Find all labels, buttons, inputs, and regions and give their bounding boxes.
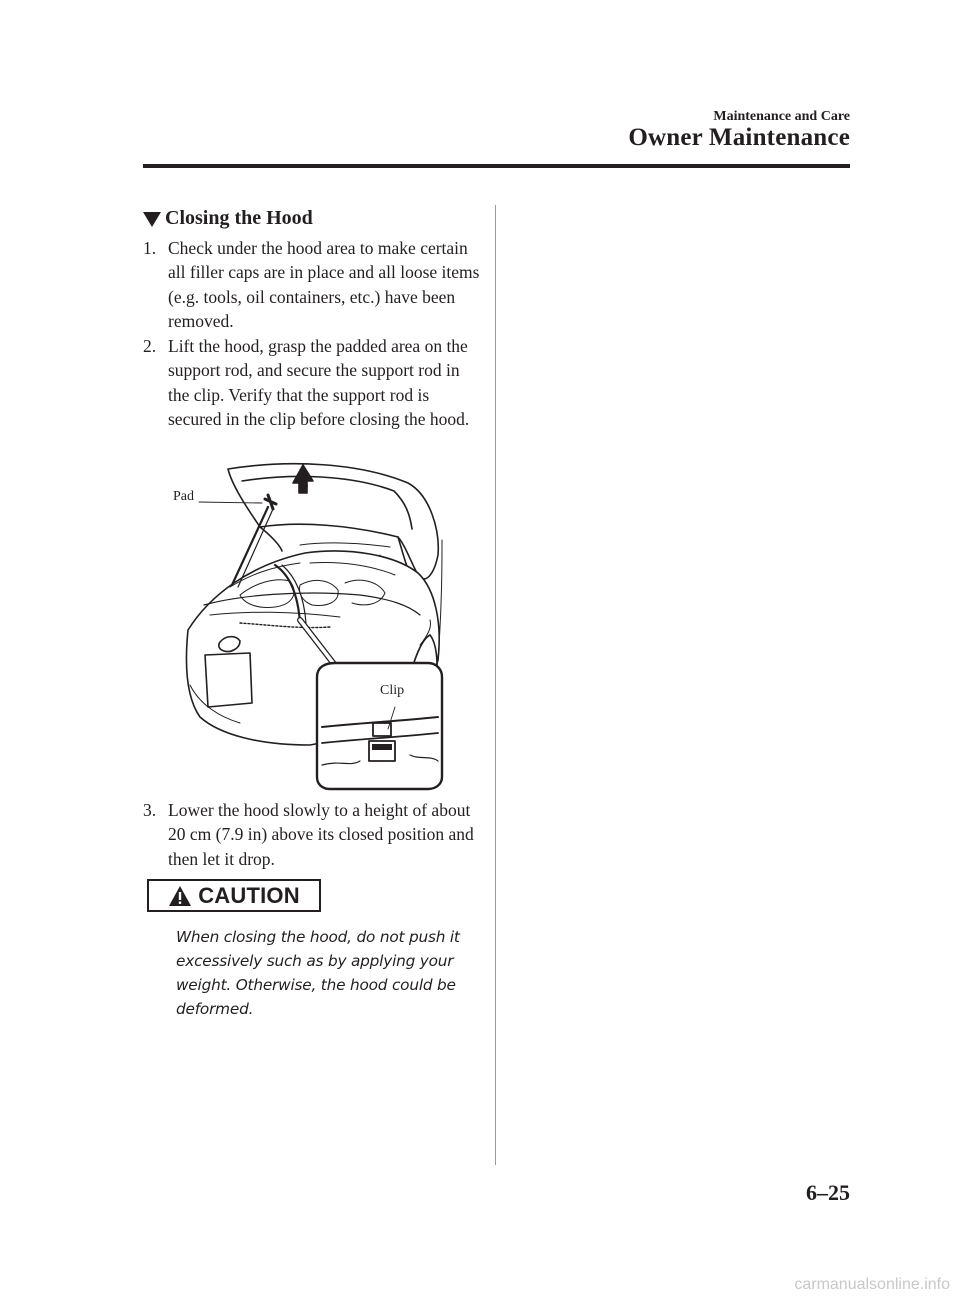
caution-badge	[147, 879, 321, 912]
header-divider	[143, 164, 850, 168]
step-3	[143, 798, 483, 871]
step-number: 1.	[143, 238, 157, 258]
page-title: Owner Maintenance	[628, 124, 850, 151]
caution-label: CAUTION	[198, 882, 300, 908]
section-heading	[143, 207, 313, 230]
watermark: carmanualsonline.info	[794, 1276, 950, 1293]
step-text: Check under the hood area to make certain all filler caps are in place and all loose items (e.g. tools, oil containers, etc.) have been removed.	[168, 238, 480, 331]
triangle-bullet-icon	[143, 212, 161, 227]
clip-label: Clip	[380, 683, 405, 698]
step-2	[143, 334, 483, 431]
step-text: Lower the hood slowly to a height of about 20 cm (7.9 in) above its closed position and then let it drop.	[168, 800, 474, 869]
section-heading-text: Closing the Hood	[165, 207, 313, 229]
page-number: 6–25	[806, 1180, 850, 1205]
step-text: Lift the hood, grasp the padded area on the support rod, and secure the support rod in the clip. Verify that the support rod is secured in the clip before closing the hood.	[168, 336, 470, 429]
column-divider	[495, 205, 496, 1165]
caution-text: When closing the hood, do not push it excessively such as by applying your weight. Otherwise, the hood could be deformed.	[176, 928, 460, 1018]
step-1	[143, 236, 483, 333]
pad-label: Pad	[173, 489, 194, 504]
step-number: 3.	[143, 800, 157, 820]
step-number: 2.	[143, 336, 157, 356]
header-section-label: Maintenance and Care	[713, 109, 850, 124]
warning-triangle-icon	[168, 885, 192, 907]
hood-support-rod-illustration	[173, 455, 450, 790]
